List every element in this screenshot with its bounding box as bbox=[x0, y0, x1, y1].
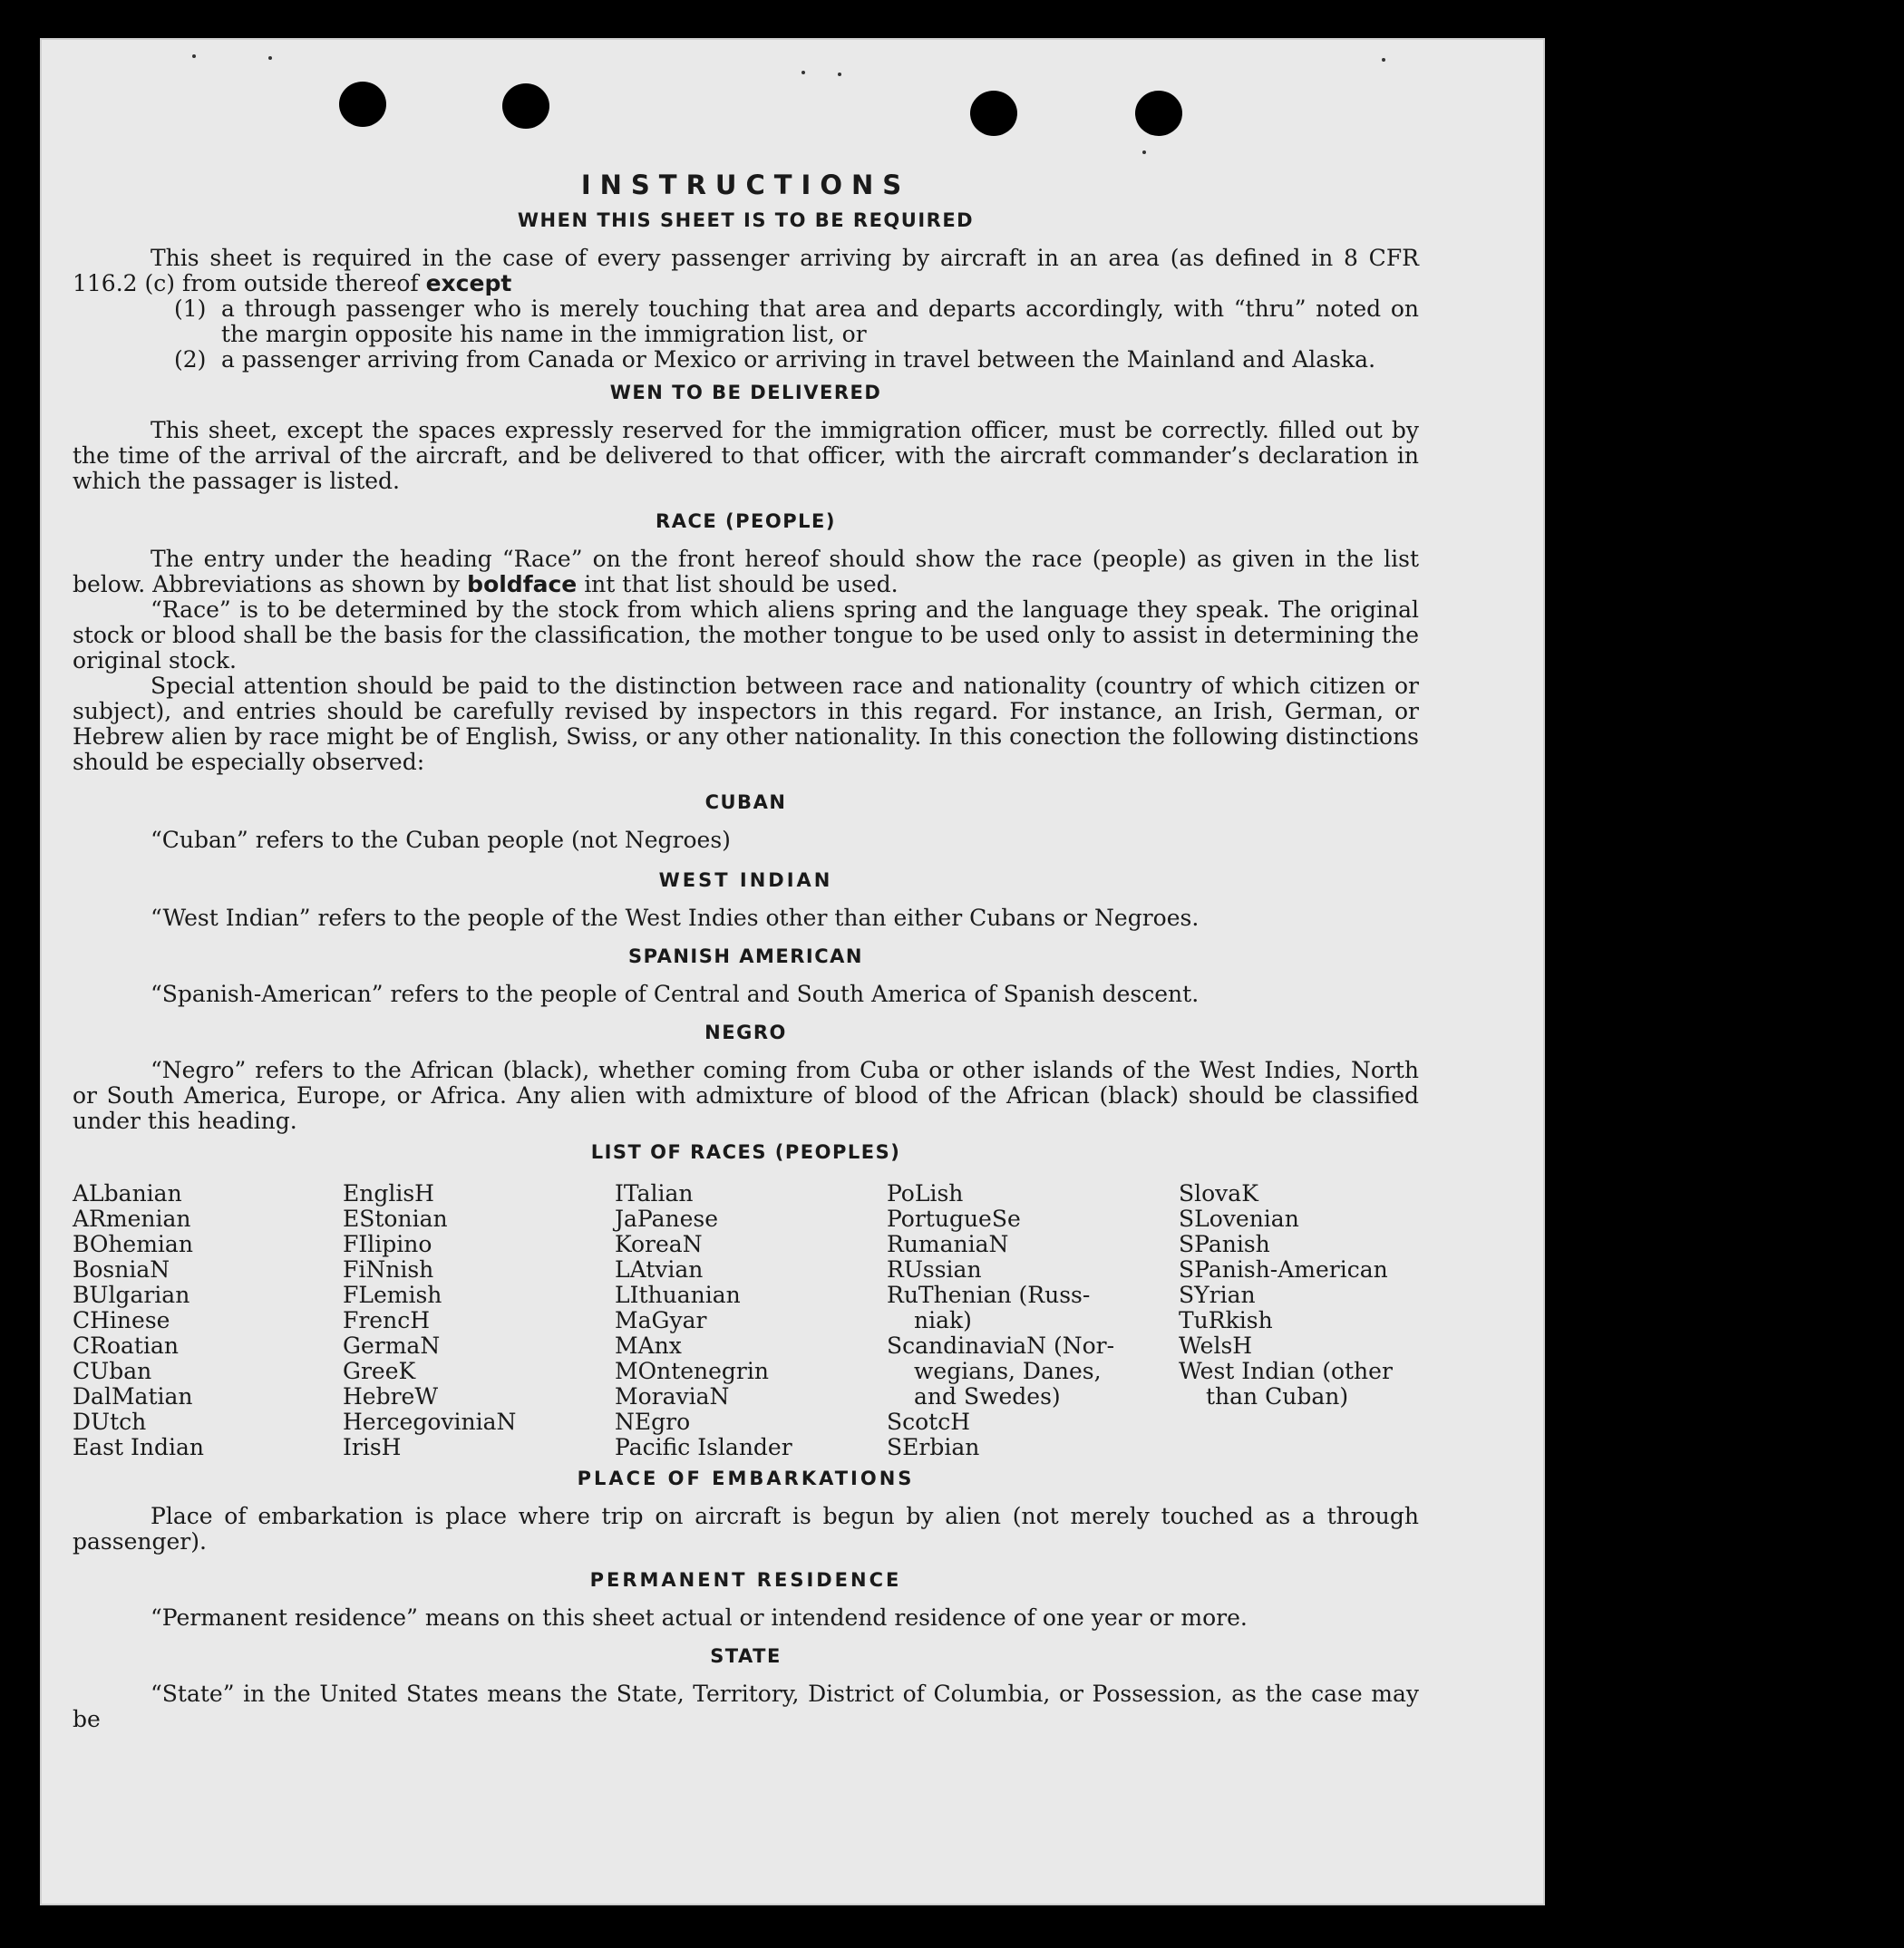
paragraph: “West Indian” refers to the people of the West Indies other than either Cubans or Negroes. bbox=[151, 905, 1200, 931]
bold-text: boldface bbox=[467, 571, 578, 597]
section-race bbox=[73, 510, 1419, 775]
race-entry: Pacific Islander bbox=[615, 1434, 792, 1460]
list-item: (1) a through passenger who is merely touching that area and departs accordingly, with “thru” noted on the margin opposite his name in the immigration list, or bbox=[174, 296, 1419, 347]
race-entry: TuRkish bbox=[1179, 1307, 1273, 1333]
race-entry: SLovenian bbox=[1179, 1206, 1299, 1232]
race-entry: FrencH bbox=[343, 1307, 430, 1333]
speck bbox=[1142, 150, 1146, 154]
section-heading: RACE (PEOPLE) bbox=[656, 510, 836, 532]
section-state bbox=[73, 1645, 1419, 1732]
paragraph: This sheet is required in the case of every passenger arriving by aircraft in an area (as defined in 8 CFR 116.2 (c) from outside thereof except bbox=[73, 245, 1419, 296]
race-entry: SYrian bbox=[1179, 1282, 1256, 1308]
race-entry: ScotcH bbox=[887, 1409, 971, 1435]
race-entry: FLemish bbox=[343, 1282, 442, 1308]
punch-hole bbox=[970, 91, 1017, 136]
race-entry-continuation: niak) bbox=[914, 1307, 972, 1333]
paragraph: The entry under the heading “Race” on the front hereof should show the race (people) as given in the list below. Abbreviations as shown by boldface int that list should be used. bbox=[73, 546, 1419, 597]
race-entry: East Indian bbox=[73, 1434, 204, 1460]
section-when-required bbox=[73, 209, 1419, 373]
race-entry: FIlipino bbox=[343, 1231, 432, 1257]
race-entry: DalMatian bbox=[73, 1383, 193, 1410]
list-item: (2) a passenger arriving from Canada or Mexico or arriving in travel between the Mainland and Alaska. bbox=[174, 346, 1376, 373]
race-entry: SPanish-American bbox=[1179, 1256, 1388, 1283]
race-entry: CRoatian bbox=[73, 1333, 179, 1359]
race-entry: CUban bbox=[73, 1358, 152, 1384]
race-entry: PortugueSe bbox=[887, 1206, 1021, 1232]
race-entry: RumaniaN bbox=[887, 1231, 1009, 1257]
race-entry-continuation: wegians, Danes, bbox=[914, 1358, 1102, 1384]
speck bbox=[1382, 58, 1385, 62]
section-negro bbox=[73, 1022, 1419, 1134]
race-entry-continuation: than Cuban) bbox=[1206, 1383, 1349, 1410]
instructions-content bbox=[73, 170, 1419, 1732]
paragraph: Place of embarkation is place where trip on aircraft is begun by alien (not merely touched as a through passenger). bbox=[73, 1503, 1419, 1555]
race-entry: CHinese bbox=[73, 1307, 170, 1333]
document-sheet bbox=[40, 38, 1545, 1905]
section-heading: WEST INDIAN bbox=[658, 869, 833, 891]
section-heading: LIST OF RACES (PEOPLES) bbox=[590, 1141, 901, 1163]
section-heading: PERMANENT RESIDENCE bbox=[589, 1569, 902, 1591]
race-entry: LIthuanian bbox=[615, 1282, 741, 1308]
speck bbox=[838, 73, 841, 76]
speck bbox=[268, 56, 272, 60]
paragraph: “Permanent residence” means on this sheet actual or intendend residence of one year or more. bbox=[151, 1604, 1248, 1631]
race-entry: FiNnish bbox=[343, 1256, 434, 1283]
section-list-of-races bbox=[73, 1141, 1419, 1460]
section-heading: WEN TO BE DELIVERED bbox=[609, 382, 882, 403]
race-entry: MoraviaN bbox=[615, 1383, 730, 1410]
race-entry: West Indian (other bbox=[1179, 1358, 1393, 1384]
race-entry: SlovaK bbox=[1179, 1180, 1258, 1207]
race-column bbox=[73, 1181, 343, 1460]
race-entry: LAtvian bbox=[615, 1256, 704, 1283]
race-column bbox=[887, 1181, 1179, 1460]
paragraph: “Race” is to be determined by the stock from which aliens spring and the language they speak. The original stock or blood shall be the basis for the classification, the mother tongue to be used only to assist in determining the original stock. bbox=[73, 596, 1419, 674]
section-spanish-american bbox=[73, 945, 1419, 1007]
race-entry: ARmenian bbox=[73, 1206, 191, 1232]
race-entry: ITalian bbox=[615, 1180, 694, 1207]
race-entry: MAnx bbox=[615, 1333, 682, 1359]
race-entry: RuThenian (Russ- bbox=[887, 1282, 1091, 1308]
paragraph: “Spanish-American” refers to the people of Central and South America of Spanish descent. bbox=[151, 981, 1200, 1007]
race-entry: SErbian bbox=[887, 1434, 980, 1460]
punch-hole bbox=[339, 82, 386, 127]
race-entry: WelsH bbox=[1179, 1333, 1253, 1359]
race-entry-continuation: and Swedes) bbox=[914, 1383, 1061, 1410]
race-entry: MaGyar bbox=[615, 1307, 707, 1333]
race-entry: BUlgarian bbox=[73, 1282, 190, 1308]
paragraph: “Cuban” refers to the Cuban people (not Negroes) bbox=[151, 827, 731, 853]
race-entry: RUssian bbox=[887, 1256, 982, 1283]
race-entry: NEgro bbox=[615, 1409, 691, 1435]
section-heading: NEGRO bbox=[704, 1022, 787, 1043]
section-heading: PLACE OF EMBARKATIONS bbox=[577, 1468, 915, 1489]
section-embarkation bbox=[73, 1468, 1419, 1555]
speck bbox=[192, 54, 196, 58]
section-permanent-residence bbox=[73, 1569, 1419, 1631]
punch-hole bbox=[1135, 91, 1182, 136]
section-heading: SPANISH AMERICAN bbox=[628, 945, 863, 967]
race-entry: ScandinaviaN (Nor- bbox=[887, 1333, 1115, 1359]
race-entry: DUtch bbox=[73, 1409, 147, 1435]
paragraph: “State” in the United States means the State, Territory, District of Columbia, or Possession, as the case may be bbox=[73, 1681, 1419, 1732]
race-column bbox=[615, 1181, 887, 1460]
race-entry: PoLish bbox=[887, 1180, 964, 1207]
race-entry: KoreaN bbox=[615, 1231, 703, 1257]
speck bbox=[801, 71, 805, 74]
race-entry: HebreW bbox=[343, 1383, 439, 1410]
section-when-delivered bbox=[73, 382, 1419, 494]
race-column bbox=[343, 1181, 615, 1460]
page-title: INSTRUCTIONS bbox=[580, 170, 911, 200]
bold-text: except bbox=[425, 270, 512, 296]
race-entry: IrisH bbox=[343, 1434, 402, 1460]
race-entry: SPanish bbox=[1179, 1231, 1270, 1257]
section-cuban bbox=[73, 791, 1419, 853]
paragraph: This sheet, except the spaces expressly reserved for the immigration officer, must be correctly. filled out by the time of the arrival of the aircraft, and be delivered to that officer, with the aircraft commander’s declaration in which the passager is listed. bbox=[73, 417, 1419, 494]
race-entry: HercegoviniaN bbox=[343, 1409, 517, 1435]
paragraph: Special attention should be paid to the distinction between race and nationality (country of which citizen or subject), and entries should be carefully revised by inspectors in this regard. For instance, an Irish, German, or Hebrew alien by race might be of English, Swiss, or any other nationality. In this conection the following distinctions should be especially observed: bbox=[73, 673, 1419, 775]
race-entry: EStonian bbox=[343, 1206, 448, 1232]
section-heading: CUBAN bbox=[704, 791, 787, 813]
section-west-indian bbox=[73, 869, 1419, 931]
race-entry: JaPanese bbox=[615, 1206, 719, 1232]
race-entry: GreeK bbox=[343, 1358, 416, 1384]
punch-hole bbox=[502, 83, 549, 129]
exception-list bbox=[73, 296, 1419, 373]
paragraph: “Negro” refers to the African (black), whether coming from Cuba or other islands of the West Indies, North or South America, Europe, or Africa. Any alien with admixture of blood of the African (black) should be classified under this heading. bbox=[73, 1057, 1419, 1134]
section-heading: STATE bbox=[710, 1645, 782, 1667]
race-column bbox=[1179, 1181, 1419, 1460]
section-heading: WHEN THIS SHEET IS TO BE REQUIRED bbox=[517, 209, 975, 231]
race-list bbox=[73, 1181, 1419, 1460]
race-entry: BosniaN bbox=[73, 1256, 170, 1283]
race-entry: ALbanian bbox=[73, 1180, 182, 1207]
race-entry: EnglisH bbox=[343, 1180, 434, 1207]
race-entry: BOhemian bbox=[73, 1231, 193, 1257]
race-entry: MOntenegrin bbox=[615, 1358, 769, 1384]
race-entry: GermaN bbox=[343, 1333, 441, 1359]
